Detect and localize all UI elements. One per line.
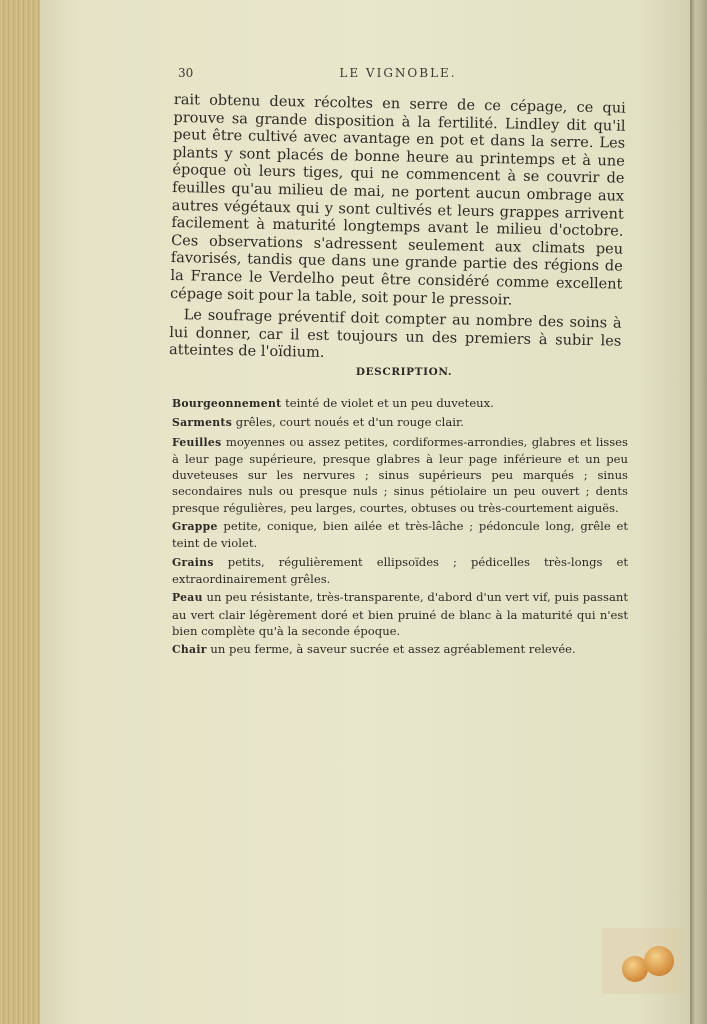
description-text: moyennes ou assez petites, cordiformes-arrondies, glabres et lisses à leur page supérieure, presque glabres à leur page inférieure et un peu duveteuses sur les nervures ; sinus supérieurs peu marqués ; sinus secondaires nuls ou presque nuls ; sinus pétiolaire un peu ouvert ; dents presque régulières, peu larges, courtes, obtuses ou très-courtement aiguës.: [172, 434, 628, 515]
description-heading: DESCRIPTION.: [355, 366, 453, 378]
description-item: [172, 641, 628, 658]
running-title: LE VIGNOBLE.: [339, 66, 457, 80]
paragraph-soufrage: Le soufrage préventif doit compter au nombre des soins à lui donner, car il est toujours un des premiers à subir les atteintes de l'oïdium.: [168, 307, 622, 362]
description-text: petits, régulièrement ellipsoïdes ; pédicelles très-longs et extraordinairement grêles.: [172, 554, 628, 586]
description-term: Grappe: [172, 520, 218, 534]
description-text: teinté de violet et un peu duveteux.: [281, 396, 494, 410]
description-text: grêles, court noués et d'un rouge clair.: [232, 415, 464, 430]
description-item: [172, 554, 628, 588]
watermark-logo: [602, 928, 684, 994]
description-text: petite, conique, bien ailée et très-lâche ; pédoncule long, grêle et teint de violet.: [172, 519, 628, 551]
body-text: [169, 92, 626, 369]
book-spine-shadow: [690, 0, 707, 1024]
fruit-icon: [644, 946, 674, 976]
description-term: Peau: [172, 591, 203, 605]
description-term: Grains: [172, 555, 214, 569]
description-item: [172, 395, 628, 412]
description-term: Feuilles: [172, 435, 222, 449]
description-item: [172, 434, 628, 516]
description-item: [172, 414, 628, 431]
book-page-edges: [0, 0, 42, 1024]
description-list: [172, 395, 628, 660]
description-term: Chair: [172, 643, 207, 657]
paragraph-continued: rait obtenu deux récoltes en serre de ce cépage, ce qui prouve sa grande disposition à la fertilité. Lindley dit qu'il peut être cultivé avec avantage en pot et dans la serre. Les plants y sont placés de bonne heure au printemps et à une époque où leurs tiges, qui ne commencent à se couvrir de feuilles qu'au milieu de mai, ne portent aucun ombrage aux autres végétaux qui y sont cultivés et leurs grappes arrivent facilement à maturité longtemps avant le milieu d'octobre. Ces observations s'adressent seulement aux climats peu favorisés, tandis que dans une grande partie des régions de la France le Verdelho peut être considéré comme excellent cépage soit pour la table, soit pour le pressoir.: [169, 92, 626, 309]
page-number: 30: [178, 66, 194, 80]
description-term: Bourgeonnement: [172, 397, 282, 410]
description-item: [172, 589, 628, 639]
description-text: un peu ferme, à saveur sucrée et assez agréablement relevée.: [206, 642, 576, 657]
description-term: Sarments: [172, 416, 233, 430]
description-text: un peu résistante, très-transparente, d'abord d'un vert vif, puis passant au vert clair légèrement doré et bien pruiné de blanc à la maturité qui n'est bien complète qu'à la seconde époque.: [172, 590, 628, 638]
description-item: [172, 518, 628, 552]
